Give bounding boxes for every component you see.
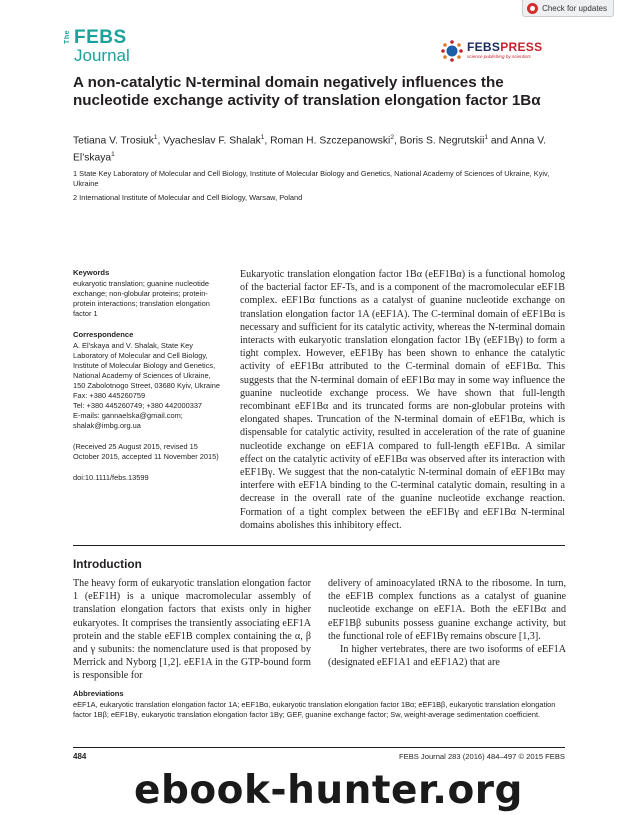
abstract: Eukaryotic translation elongation factor 1Bα (eEF1Bα) is a functional homolog of the bacterial factor EF-Ts, and is a component of the macromolecular eEF1B complex. eEF1Bα functions as a catalyst of guanine nucleotide exchange on translation elongation factor 1A (eEF1A). The C-terminal domain of eEF1Bα is necessary and sufficient for its catalytic activity, whereas the N-terminal domain interacts with eukaryotic translation elongation factor 1Bγ (eEF1Bγ) to form a tight complex. However, eEF1Bγ has been shown to enhance the catalytic activity of eEF1Bα attributed to the C-terminal domain of eEF1Bα. This suggests that the N-terminal domain of eEF1Bα may in some way influence the guanine nucleotide exchange process. We have shown that full-length recombinant eEF1Bα and its truncated forms are non-globular proteins with elongated shapes. Truncation of the N-terminal domain of eEF1Bα, which is dispensable for catalytic activity, resulted in acceleration of the rate of guanine nucleotide exchange on eEF1A compared to full-length eEF1Bα. A similar effect on the catalytic activity of eEF1Bα was observed after its interaction with eEF1Bγ. We suggest that the non-catalytic N-terminal domain of eEF1Bα may interfere with eEF1A binding to the C-terminal catalytic domain, resulting in a decrease in the overall rate of the guanine nucleotide exchange reaction. Formation of a tight complex between the eEF1Bγ and eEF1Bα N-terminal domains abolishes this inhibitory effect.	[240, 269, 565, 531]
keywords-heading: Keywords	[73, 268, 110, 277]
author-name: Vyacheslav F. Shalak	[163, 135, 261, 147]
intro-paragraph-2: delivery of aminoacylated tRNA to the ribosome. In turn, the eEF1B complex functions as a catalyst of guanine nucleotide exchange on eEF1A. Both the eEF1Bα and eEF1Bβ subunits possess guanine exchange activity, but the functional role of eEF1Bγ remains obscure [1,3].	[328, 578, 566, 642]
author-affiliation-mark: 1	[153, 134, 158, 141]
author-affiliation-mark: 1	[111, 151, 115, 159]
page-number: 484	[73, 752, 87, 761]
correspondence-fax: Fax: +380 445260759	[73, 391, 146, 400]
abbreviations	[73, 689, 565, 720]
footer-divider	[73, 747, 565, 748]
author-name: Tetiana V. Trosiuk	[73, 135, 154, 147]
author-affiliation-mark: 1	[260, 134, 265, 141]
article-title: A non-catalytic N-terminal domain negatively influences the nucleotide exchange activity of translation elongation factor 1Bα	[73, 74, 541, 109]
press-name: FEBSPRESS	[467, 40, 543, 54]
author-name: Anna V. El’skaya	[73, 135, 547, 164]
febs-press-dots-icon	[440, 39, 464, 63]
author-list: Tetiana V. Trosiuk$^1$, Vyacheslav F. Shalak$^1$, Roman H. Szczepanowski$^2$, Boris S. Negrutskii$^1$ and Anna V. El’skaya$^1$	[73, 134, 547, 164]
author-affiliation-mark: 2	[390, 134, 394, 141]
doi-link[interactable]: doi:10.1111/febs.13599	[73, 473, 149, 482]
abbreviations-text: eEF1A, eukaryotic translation elongation factor 1A; eEF1Bα, eukaryotic translation elongation factor 1Bα; eEF1Bβ, eukaryotic translation elongation factor 1Bβ; eEF1Bγ, eukaryotic translation elongation factor 1Bγ; GEF, guanine exchange factor; Sw, weight-average sedimentation coefficient.	[73, 700, 556, 719]
article-sidebar	[73, 268, 223, 494]
intro-paragraph-3: In higher vertebrates, there are two isoforms of eEF1A (designated eEF1A1 and eEF1A2) that are	[328, 644, 566, 669]
correspondence-email[interactable]: E-mails: gannaelska@gmail.com; shalak@imbg.org.ua	[73, 411, 183, 430]
received-dates: (Received 25 August 2015, revised 15 October 2015, accepted 11 November 2015)	[73, 442, 219, 461]
watermark: ebook-hunter.org	[134, 768, 523, 813]
logo-the: The	[64, 30, 71, 44]
intro-paragraph-1: The heavy form of eukaryotic translation elongation factor 1 (eEF1H) is a unique macromolecular assembly of translation elongation factors that exists only in higher eukaryotes. It comprises the transiently associating eEF1A protein and the stable eEF1B complex containing the α, β and γ subunits: the nomenclature used is that proposed by Merrick and Nyborg [1,2]. eEF1A in the GTP-bound form is responsible for	[73, 578, 311, 682]
check-for-updates-button[interactable]	[522, 0, 614, 17]
journal-reference: FEBS Journal 283 (2016) 484–497 © 2015 FEBS	[398, 752, 565, 761]
intro-right-column	[328, 577, 566, 669]
febs-journal-logo	[64, 27, 204, 67]
abbreviations-heading: Abbreviations	[73, 689, 124, 698]
correspondence-tel: Tel: +380 445260749; +380 442000337	[73, 401, 203, 410]
affiliation-1: 1 State Key Laboratory of Molecular and Cell Biology, Institute of Molecular Biology and Genetics, National Academy of Sciences of Ukraine, Kyiv, Ukraine	[73, 169, 550, 188]
keywords-text: eukaryotic translation; guanine nucleotide exchange; non-globular proteins; protein-protein interactions; translation elongation factor 1	[73, 279, 210, 318]
logo-febs: FEBS	[74, 27, 127, 48]
febs-press-logo	[440, 38, 558, 64]
logo-journal: Journal	[74, 46, 130, 65]
author-name: Boris S. Negrutskii	[399, 135, 485, 147]
crossmark-icon	[527, 3, 538, 14]
section-divider	[73, 545, 565, 546]
affiliation-2: 2 International Institute of Molecular and Cell Biology, Warsaw, Poland	[73, 193, 303, 202]
check-for-updates-label: Check for updates	[542, 3, 607, 13]
correspondence-address: A. El’skaya and V. Shalak, State Key Laboratory of Molecular and Cell Biology, Institute of Molecular Biology and Genetics, National Academy of Sciences of Ukraine, 150 Zabolotnogo Street, 03680 Kyiv, Ukraine	[73, 341, 220, 390]
introduction-heading: Introduction	[73, 557, 142, 571]
author-name: Roman H. Szczepanowski	[270, 135, 391, 147]
author-affiliation-mark: 1	[484, 134, 488, 141]
press-tagline: science publishing by scientists	[467, 54, 531, 59]
correspondence-heading: Correspondence	[73, 330, 134, 339]
affiliations	[73, 169, 563, 207]
intro-left-column	[73, 577, 311, 683]
